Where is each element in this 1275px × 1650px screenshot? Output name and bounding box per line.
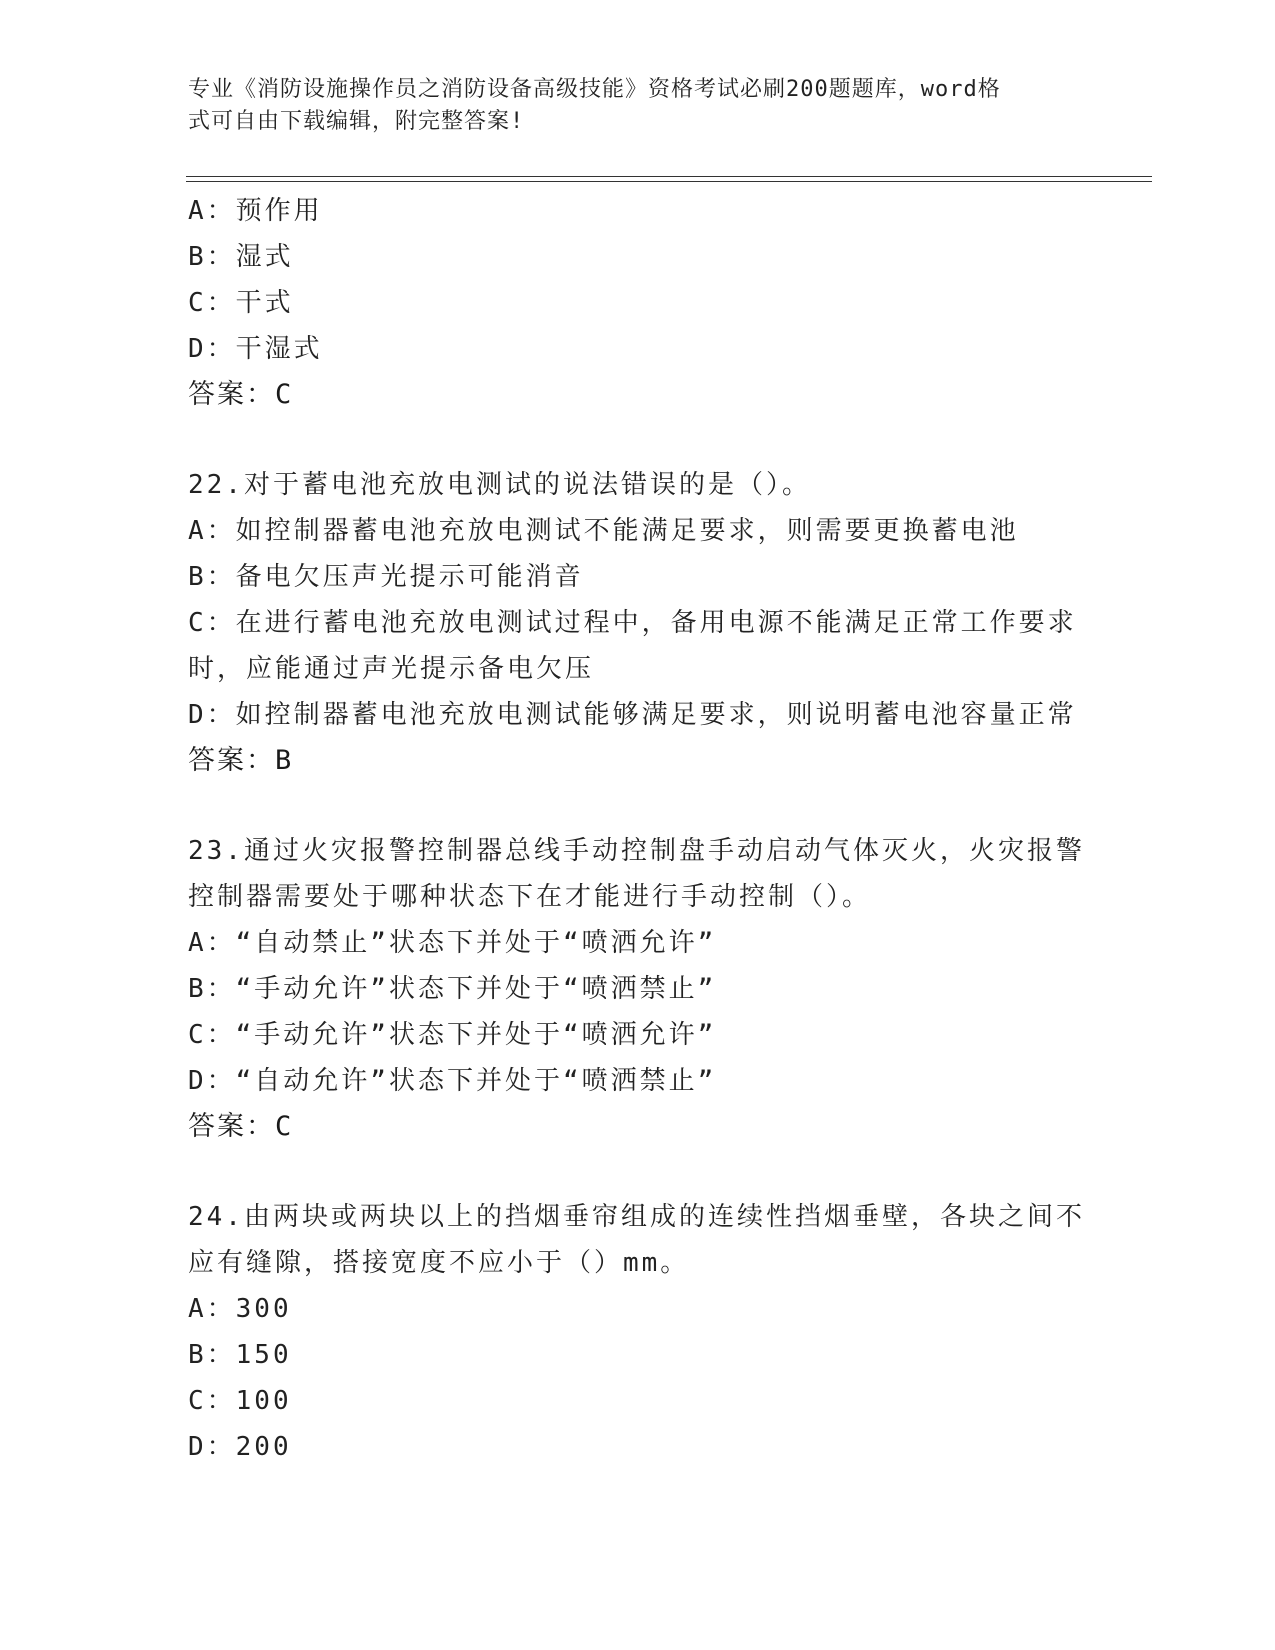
answer-line: 答案：B [188, 745, 294, 776]
option-c-continued: 时，应能通过声光提示备电欠压 [188, 654, 595, 684]
question-21 [188, 188, 1088, 418]
header-divider-bottom [186, 181, 1152, 182]
option-d: D：“自动允许”状态下并处于“喷洒禁止” [188, 1066, 717, 1096]
option-b: B：湿式 [188, 242, 294, 272]
option-c: C：在进行蓄电池充放电测试过程中，备用电源不能满足正常工作要求 [188, 608, 1077, 638]
question-24 [188, 1194, 1088, 1470]
question-stem-line-2: 控制器需要处于哪种状态下在才能进行手动控制（）。 [188, 882, 872, 912]
header-title-line-1: 专业《消防设施操作员之消防设备高级技能》资格考试必刷200题题库，word格 [188, 77, 1001, 102]
header-divider-top [186, 176, 1152, 177]
option-d: D：干湿式 [188, 334, 323, 364]
option-b: B：150 [188, 1340, 292, 1370]
option-b: B：备电欠压声光提示可能消音 [188, 562, 584, 592]
question-stem-line-1: 23.通过火灾报警控制器总线手动控制盘手动启动气体灭火，火灾报警 [188, 836, 1085, 866]
spacer [188, 418, 1088, 462]
option-a: A：“自动禁止”状态下并处于“喷洒允许” [188, 928, 717, 958]
document-header [188, 74, 1068, 138]
option-a: A：如控制器蓄电池充放电测试不能满足要求，则需要更换蓄电池 [188, 516, 1019, 546]
question-23 [188, 828, 1088, 1150]
option-c: C：100 [188, 1386, 292, 1416]
option-c: C：干式 [188, 288, 294, 318]
option-a: A：预作用 [188, 196, 323, 226]
answer-line: 答案：C [188, 1111, 294, 1142]
spacer [188, 1150, 1088, 1194]
option-b: B：“手动允许”状态下并处于“喷洒禁止” [188, 974, 717, 1004]
spacer [188, 784, 1088, 828]
question-content [188, 188, 1088, 1470]
option-c: C：“手动允许”状态下并处于“喷洒允许” [188, 1020, 717, 1050]
answer-line: 答案：C [188, 379, 294, 410]
header-title-line-2: 式可自由下载编辑，附完整答案! [188, 109, 525, 134]
question-stem-line-2: 应有缝隙，搭接宽度不应小于（）mm。 [188, 1248, 690, 1278]
option-d: D：200 [188, 1432, 292, 1462]
option-d: D：如控制器蓄电池充放电测试能够满足要求，则说明蓄电池容量正常 [188, 700, 1077, 730]
question-stem: 22.对于蓄电池充放电测试的说法错误的是（）。 [188, 470, 811, 500]
question-stem-line-1: 24.由两块或两块以上的挡烟垂帘组成的连续性挡烟垂壁，各块之间不 [188, 1202, 1085, 1232]
option-a: A：300 [188, 1294, 292, 1324]
question-22 [188, 462, 1088, 784]
